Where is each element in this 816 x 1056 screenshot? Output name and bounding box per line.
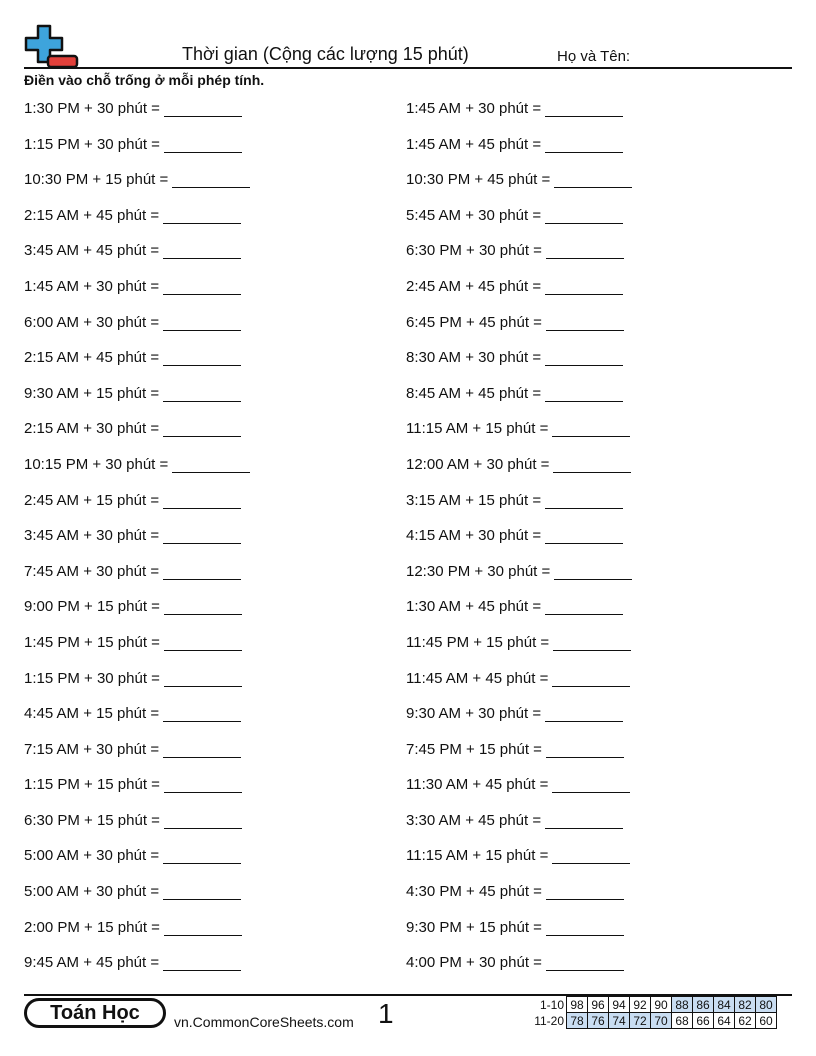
problem-text: 3:30 AM + 45 phút = — [406, 811, 542, 829]
header-divider — [24, 67, 792, 69]
problem-row — [406, 207, 786, 243]
plus-minus-logo-icon — [24, 24, 80, 70]
problem-row — [24, 954, 404, 990]
problem-text: 10:30 PM + 15 phút = — [24, 171, 169, 189]
problem-text: 1:30 AM + 45 phút = — [406, 598, 542, 616]
problem-row — [406, 705, 786, 741]
problem-text: 11:30 AM + 45 phút = — [406, 776, 549, 794]
problem-text: 1:15 PM + 15 phút = — [24, 776, 160, 794]
score-cell: 86 — [693, 997, 714, 1013]
problem-column-left — [24, 100, 404, 990]
problem-text: 5:00 AM + 30 phút = — [24, 883, 160, 901]
answer-blank[interactable] — [163, 705, 241, 722]
answer-blank[interactable] — [164, 634, 242, 651]
score-cell: 94 — [609, 997, 630, 1013]
score-cell: 60 — [756, 1013, 777, 1029]
brand-badge: Toán Học — [24, 998, 166, 1028]
name-label: Họ và Tên: — [557, 48, 631, 65]
problem-text: 4:00 PM + 30 phút = — [406, 954, 542, 972]
problem-row — [406, 278, 786, 314]
problem-row — [406, 385, 786, 421]
score-cell: 80 — [756, 997, 777, 1013]
answer-blank[interactable] — [546, 242, 624, 259]
problem-text: 1:15 PM + 30 phút = — [24, 669, 160, 687]
problem-text: 3:45 AM + 30 phút = — [24, 527, 160, 545]
answer-blank[interactable] — [163, 492, 241, 509]
answer-blank[interactable] — [545, 705, 623, 722]
problem-text: 3:45 AM + 45 phút = — [24, 242, 160, 260]
problem-text: 7:45 PM + 15 phút = — [406, 740, 542, 758]
answer-blank[interactable] — [164, 100, 242, 117]
problem-text: 9:45 AM + 45 phút = — [24, 954, 160, 972]
problem-row — [24, 349, 404, 385]
problem-text: 10:30 PM + 45 phút = — [406, 171, 551, 189]
problem-text: 11:15 AM + 15 phút = — [406, 420, 549, 438]
problem-row — [24, 420, 404, 456]
score-range: 11-20 — [534, 1013, 564, 1028]
score-cell: 62 — [735, 1013, 756, 1029]
problem-text: 2:15 AM + 30 phút = — [24, 420, 160, 438]
answer-blank[interactable] — [164, 919, 242, 936]
problem-row — [406, 847, 786, 883]
problem-row — [406, 634, 786, 670]
problem-row — [24, 670, 404, 706]
answer-blank[interactable] — [172, 456, 250, 473]
problem-text: 7:15 AM + 30 phút = — [24, 740, 160, 758]
problem-row — [24, 207, 404, 243]
problem-text: 5:45 AM + 30 phút = — [406, 206, 542, 224]
problem-row — [24, 492, 404, 528]
answer-blank[interactable] — [552, 670, 630, 687]
problem-row — [406, 670, 786, 706]
problem-row — [24, 776, 404, 812]
problem-text: 3:15 AM + 15 phút = — [406, 491, 542, 509]
answer-blank[interactable] — [552, 776, 630, 793]
answer-blank[interactable] — [546, 314, 624, 331]
problem-text: 8:30 AM + 30 phút = — [406, 349, 542, 367]
problem-row — [24, 883, 404, 919]
score-cell: 82 — [735, 997, 756, 1013]
problem-row — [406, 598, 786, 634]
problem-text: 1:30 PM + 30 phút = — [24, 100, 160, 117]
problem-row — [406, 812, 786, 848]
site-url: vn.CommonCoreSheets.com — [174, 1014, 354, 1030]
answer-blank[interactable] — [546, 741, 624, 758]
problem-text: 7:45 AM + 30 phút = — [24, 562, 160, 580]
answer-blank[interactable] — [552, 420, 630, 437]
answer-blank[interactable] — [553, 634, 631, 651]
instructions: Điền vào chỗ trống ở mỗi phép tính. — [24, 72, 265, 88]
problem-text: 1:45 PM + 15 phút = — [24, 633, 160, 651]
problem-text: 5:00 AM + 30 phút = — [24, 847, 160, 865]
problem-row — [24, 171, 404, 207]
score-cell: 78 — [567, 1013, 588, 1029]
answer-blank[interactable] — [163, 207, 241, 224]
score-cell: 64 — [714, 1013, 735, 1029]
problem-row — [406, 420, 786, 456]
score-range: 1-10 — [539, 997, 564, 1012]
answer-blank[interactable] — [552, 847, 630, 864]
problem-row — [24, 598, 404, 634]
answer-blank[interactable] — [545, 349, 623, 366]
problem-text: 9:30 PM + 15 phút = — [406, 918, 542, 936]
problem-row — [24, 242, 404, 278]
answer-blank[interactable] — [545, 598, 623, 615]
problem-text: 11:45 AM + 45 phút = — [406, 669, 549, 687]
problem-text: 1:45 AM + 30 phút = — [406, 100, 542, 117]
answer-blank[interactable] — [163, 349, 241, 366]
answer-blank[interactable] — [545, 492, 623, 509]
answer-blank[interactable] — [172, 171, 250, 188]
problem-text: 6:30 PM + 15 phút = — [24, 811, 160, 829]
answer-blank[interactable] — [163, 847, 241, 864]
answer-blank[interactable] — [545, 385, 623, 402]
problem-row — [24, 456, 404, 492]
problem-row — [406, 919, 786, 955]
problem-row — [24, 919, 404, 955]
answer-blank[interactable] — [546, 919, 624, 936]
answer-blank[interactable] — [546, 883, 624, 900]
problem-row — [24, 812, 404, 848]
score-cell: 96 — [588, 997, 609, 1013]
problem-row — [406, 776, 786, 812]
problem-row — [406, 954, 786, 990]
answer-blank[interactable] — [163, 242, 241, 259]
problem-row — [24, 527, 404, 563]
answer-blank[interactable] — [545, 527, 623, 544]
problem-row — [24, 705, 404, 741]
score-cell: 68 — [672, 1013, 693, 1029]
score-row — [528, 1013, 777, 1029]
problem-text: 4:45 AM + 15 phút = — [24, 705, 160, 723]
problem-text: 9:30 AM + 30 phút = — [406, 705, 542, 723]
score-cell: 98 — [567, 997, 588, 1013]
problem-row — [406, 456, 786, 492]
problem-text: 12:00 AM + 30 phút = — [406, 455, 550, 473]
problem-row — [24, 847, 404, 883]
score-cell: 90 — [651, 997, 672, 1013]
answer-blank[interactable] — [164, 776, 242, 793]
answer-blank[interactable] — [545, 136, 623, 153]
problem-text: 11:45 PM + 15 phút = — [406, 633, 550, 651]
problem-row — [406, 171, 786, 207]
problem-row — [24, 563, 404, 599]
problem-row — [24, 100, 404, 136]
score-row — [528, 997, 777, 1013]
problem-row — [24, 314, 404, 350]
score-cell: 76 — [588, 1013, 609, 1029]
answer-blank[interactable] — [554, 563, 632, 580]
problem-text: 1:45 AM + 45 phút = — [406, 135, 542, 153]
score-table — [528, 996, 777, 1029]
score-cell: 70 — [651, 1013, 672, 1029]
answer-blank[interactable] — [163, 314, 241, 331]
problem-text: 9:30 AM + 15 phút = — [24, 384, 160, 402]
problem-text: 2:45 AM + 45 phút = — [406, 277, 542, 295]
problem-text: 2:15 AM + 45 phút = — [24, 349, 160, 367]
problem-row — [406, 563, 786, 599]
problem-row — [24, 741, 404, 777]
problem-row — [406, 741, 786, 777]
problem-row — [24, 278, 404, 314]
answer-blank[interactable] — [546, 954, 624, 971]
score-cell: 88 — [672, 997, 693, 1013]
problem-row — [406, 527, 786, 563]
problem-text: 11:15 AM + 15 phút = — [406, 847, 549, 865]
answer-blank[interactable] — [163, 527, 241, 544]
answer-blank[interactable] — [545, 207, 623, 224]
problem-text: 10:15 PM + 30 phút = — [24, 455, 169, 473]
problem-text: 6:45 PM + 45 phút = — [406, 313, 542, 331]
answer-blank[interactable] — [164, 670, 242, 687]
problem-row — [406, 883, 786, 919]
answer-blank[interactable] — [163, 385, 241, 402]
problem-row — [406, 242, 786, 278]
problem-text: 6:00 AM + 30 phút = — [24, 313, 160, 331]
worksheet-title: Thời gian (Cộng các lượng 15 phút) — [182, 44, 469, 64]
problem-text: 8:45 AM + 45 phút = — [406, 384, 542, 402]
problem-text: 1:15 PM + 30 phút = — [24, 135, 160, 153]
problem-row — [24, 634, 404, 670]
problem-row — [406, 492, 786, 528]
problem-row — [406, 100, 786, 136]
answer-blank[interactable] — [553, 456, 631, 473]
score-cell: 92 — [630, 997, 651, 1013]
answer-blank[interactable] — [164, 598, 242, 615]
score-cell: 72 — [630, 1013, 651, 1029]
problem-row — [24, 385, 404, 421]
answer-blank[interactable] — [554, 171, 632, 188]
problem-row — [406, 136, 786, 172]
problem-row — [24, 136, 404, 172]
problem-row — [406, 314, 786, 350]
answer-blank[interactable] — [164, 136, 242, 153]
problem-text: 6:30 PM + 30 phút = — [406, 242, 542, 260]
answer-blank[interactable] — [163, 954, 241, 971]
page-number: 1 — [378, 998, 394, 1029]
answer-blank[interactable] — [545, 100, 623, 117]
answer-blank[interactable] — [163, 563, 241, 580]
problem-text: 12:30 PM + 30 phút = — [406, 562, 551, 580]
score-cell: 74 — [609, 1013, 630, 1029]
answer-blank[interactable] — [545, 812, 623, 829]
problem-row — [406, 349, 786, 385]
problem-text: 4:15 AM + 30 phút = — [406, 527, 542, 545]
problem-text: 9:00 PM + 15 phút = — [24, 598, 160, 616]
score-cell: 66 — [693, 1013, 714, 1029]
problem-column-right — [406, 100, 786, 990]
answer-blank[interactable] — [163, 278, 241, 295]
problem-text: 1:45 AM + 30 phút = — [24, 277, 160, 295]
score-cell: 84 — [714, 997, 735, 1013]
problem-text: 2:45 AM + 15 phút = — [24, 491, 160, 509]
problem-text: 4:30 PM + 45 phút = — [406, 883, 542, 901]
answer-blank[interactable] — [164, 812, 242, 829]
answer-blank[interactable] — [163, 741, 241, 758]
answer-blank[interactable] — [545, 278, 623, 295]
problem-text: 2:00 PM + 15 phút = — [24, 918, 160, 936]
problem-text: 2:15 AM + 45 phút = — [24, 206, 160, 224]
answer-blank[interactable] — [163, 883, 241, 900]
answer-blank[interactable] — [163, 420, 241, 437]
